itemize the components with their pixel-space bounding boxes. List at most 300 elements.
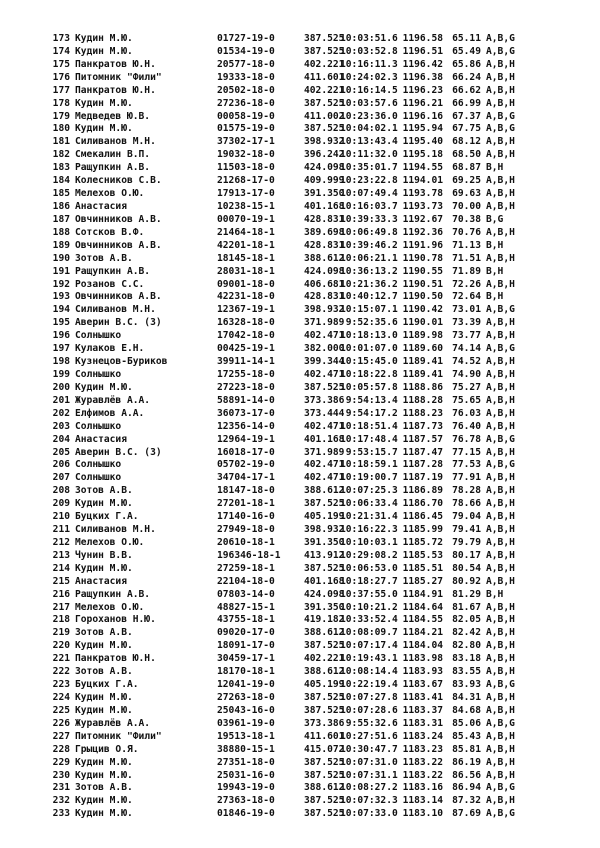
arrival-time: 10:29:08.2 xyxy=(340,549,398,561)
ring-number: 18170-18-1 xyxy=(217,666,275,678)
result-row xyxy=(48,537,538,550)
speed: 1185.72 xyxy=(402,536,443,548)
distance: 387.525 xyxy=(304,795,345,807)
ring-number: 27201-18-1 xyxy=(217,498,275,510)
ring-number: 11503-18-0 xyxy=(217,162,275,174)
categories: А,В,Н xyxy=(486,446,515,458)
owner-name: Ращупкин А.В. xyxy=(75,265,151,277)
categories: В,Н xyxy=(486,291,504,303)
result-row xyxy=(48,162,538,175)
speed: 1189.60 xyxy=(402,343,443,355)
categories: А,В,Н xyxy=(486,614,515,626)
speed: 1188.86 xyxy=(402,381,443,393)
arrival-time: 10:30:47.7 xyxy=(340,743,398,755)
arrival-time: 10:11:32.0 xyxy=(340,149,398,161)
percent: 87.69 xyxy=(452,808,481,820)
owner-name: Смекалин В.П. xyxy=(75,149,151,161)
distance: 387.525 xyxy=(304,45,345,57)
ring-number: 17255-18-0 xyxy=(217,368,275,380)
speed: 1184.21 xyxy=(402,627,443,639)
result-row xyxy=(48,524,538,537)
distance: 387.525 xyxy=(304,704,345,716)
ring-number: 16328-18-0 xyxy=(217,317,275,329)
distance: 424.098 xyxy=(304,162,345,174)
categories: А,В,Н xyxy=(486,795,515,807)
owner-name: Солнышко xyxy=(75,472,122,484)
result-row xyxy=(48,666,538,679)
arrival-time: 10:40:12.7 xyxy=(340,291,398,303)
distance: 402.471 xyxy=(304,459,345,471)
owner-name: Ращупкин А.В. xyxy=(75,162,151,174)
owner-name: Мелехов О.Ю. xyxy=(75,601,145,613)
percent: 66.99 xyxy=(452,97,481,109)
result-row xyxy=(48,757,538,770)
distance: 428.831 xyxy=(304,291,345,303)
speed: 1187.73 xyxy=(402,420,443,432)
place-number: 208 xyxy=(52,485,70,497)
speed: 1188.28 xyxy=(402,394,443,406)
result-row xyxy=(48,304,538,317)
place-number: 219 xyxy=(52,627,70,639)
owner-name: Розанов С.С. xyxy=(75,278,145,290)
arrival-time: 10:24:02.3 xyxy=(340,71,398,83)
categories: А,В,G xyxy=(486,33,515,44)
distance: 373.386 xyxy=(304,717,345,729)
ring-number: 48827-15-1 xyxy=(217,601,275,613)
categories: А,В,Н xyxy=(486,252,515,264)
percent: 68.12 xyxy=(452,136,481,148)
owner-name: Буцких Г.А. xyxy=(75,679,139,691)
arrival-time: 10:01:07.0 xyxy=(340,343,398,355)
ring-number: 12964-19-1 xyxy=(217,433,275,445)
arrival-time: 10:18:13.0 xyxy=(340,330,398,342)
result-row xyxy=(48,511,538,524)
percent: 79.79 xyxy=(452,536,481,548)
categories: А,В,Н xyxy=(486,549,515,561)
ring-number: 39911-14-1 xyxy=(217,356,275,368)
arrival-time: 10:07:31.0 xyxy=(340,756,398,768)
percent: 69.63 xyxy=(452,188,481,200)
place-number: 186 xyxy=(52,200,70,212)
arrival-time: 10:03:52.8 xyxy=(340,45,398,57)
percent: 77.53 xyxy=(452,459,481,471)
result-row xyxy=(48,175,538,188)
place-number: 213 xyxy=(52,549,70,561)
result-row xyxy=(48,705,538,718)
ring-number: 19513-18-1 xyxy=(217,730,275,742)
arrival-time: 9:52:35.6 xyxy=(340,317,398,329)
arrival-time: 10:10:21.2 xyxy=(340,601,398,613)
ring-number: 20610-18-1 xyxy=(217,536,275,548)
percent: 66.24 xyxy=(452,71,481,83)
ring-number: 196346-18-1 xyxy=(217,549,281,561)
percent: 75.27 xyxy=(452,381,481,393)
speed: 1183.98 xyxy=(402,653,443,665)
result-row xyxy=(48,356,538,369)
speed: 1187.47 xyxy=(402,446,443,458)
percent: 87.32 xyxy=(452,795,481,807)
speed: 1188.23 xyxy=(402,407,443,419)
arrival-time: 10:07:49.4 xyxy=(340,188,398,200)
ring-number: 21464-18-1 xyxy=(217,226,275,238)
speed: 1184.91 xyxy=(402,588,443,600)
owner-name: Кулаков Е.Н. xyxy=(75,343,145,355)
owner-name: Чунин В.В. xyxy=(75,549,133,561)
speed: 1183.10 xyxy=(402,808,443,820)
place-number: 209 xyxy=(52,498,70,510)
owner-name: Кудин М.Ю. xyxy=(75,123,133,135)
arrival-time: 10:03:51.6 xyxy=(340,33,398,44)
place-number: 187 xyxy=(52,213,70,225)
ring-number: 34704-17-1 xyxy=(217,472,275,484)
percent: 68.50 xyxy=(452,149,481,161)
arrival-time: 10:07:25.3 xyxy=(340,485,398,497)
distance: 373.444 xyxy=(304,407,345,419)
categories: А,В,G xyxy=(486,343,515,355)
percent: 75.65 xyxy=(452,394,481,406)
arrival-time: 10:36:13.2 xyxy=(340,265,398,277)
distance: 411.601 xyxy=(304,71,345,83)
arrival-time: 10:15:45.0 xyxy=(340,356,398,368)
place-number: 220 xyxy=(52,640,70,652)
place-number: 216 xyxy=(52,588,70,600)
ring-number: 30459-17-1 xyxy=(217,653,275,665)
distance: 387.525 xyxy=(304,769,345,781)
result-row xyxy=(48,46,538,59)
distance: 402.221 xyxy=(304,84,345,96)
place-number: 192 xyxy=(52,278,70,290)
distance: 388.612 xyxy=(304,666,345,678)
distance: 401.168 xyxy=(304,200,345,212)
owner-name: Журавлёв А.А. xyxy=(75,717,151,729)
owner-name: Питомник "Фили" xyxy=(75,71,162,83)
ring-number: 00425-19-1 xyxy=(217,343,275,355)
distance: 424.098 xyxy=(304,588,345,600)
ring-number: 03961-19-0 xyxy=(217,717,275,729)
speed: 1190.50 xyxy=(402,291,443,303)
owner-name: Кудин М.Ю. xyxy=(75,33,133,44)
distance: 401.168 xyxy=(304,575,345,587)
place-number: 205 xyxy=(52,446,70,458)
percent: 73.01 xyxy=(452,304,481,316)
result-row xyxy=(48,149,538,162)
ring-number: 36073-17-0 xyxy=(217,407,275,419)
owner-name: Кудин М.Ю. xyxy=(75,795,133,807)
arrival-time: 10:18:22.8 xyxy=(340,368,398,380)
arrival-time: 10:16:03.7 xyxy=(340,200,398,212)
percent: 83.93 xyxy=(452,679,481,691)
result-row xyxy=(48,447,538,460)
categories: А,В,G xyxy=(486,459,515,471)
arrival-time: 10:23:22.8 xyxy=(340,175,398,187)
place-number: 228 xyxy=(52,743,70,755)
percent: 78.28 xyxy=(452,485,481,497)
place-number: 191 xyxy=(52,265,70,277)
distance: 389.698 xyxy=(304,226,345,238)
distance: 373.386 xyxy=(304,394,345,406)
owner-name: Кудин М.Ю. xyxy=(75,692,133,704)
distance: 411.601 xyxy=(304,730,345,742)
speed: 1195.40 xyxy=(402,136,443,148)
categories: А,В,Н xyxy=(486,278,515,290)
owner-name: Зотов А.В. xyxy=(75,627,133,639)
percent: 69.25 xyxy=(452,175,481,187)
speed: 1183.22 xyxy=(402,769,443,781)
distance: 405.199 xyxy=(304,679,345,691)
percent: 82.42 xyxy=(452,627,481,639)
ring-number: 27949-18-0 xyxy=(217,524,275,536)
categories: А,В,Н xyxy=(486,575,515,587)
result-row xyxy=(48,382,538,395)
owner-name: Аверин В.С. (3) xyxy=(75,446,162,458)
result-row xyxy=(48,731,538,744)
distance: 402.471 xyxy=(304,472,345,484)
place-number: 184 xyxy=(52,175,70,187)
place-number: 201 xyxy=(52,394,70,406)
categories: А,В,Н xyxy=(486,188,515,200)
categories: А,В,Н xyxy=(486,226,515,238)
distance: 402.221 xyxy=(304,58,345,70)
place-number: 223 xyxy=(52,679,70,691)
arrival-time: 10:23:36.0 xyxy=(340,110,398,122)
percent: 84.68 xyxy=(452,704,481,716)
place-number: 212 xyxy=(52,536,70,548)
percent: 77.15 xyxy=(452,446,481,458)
percent: 83.18 xyxy=(452,653,481,665)
arrival-time: 10:33:52.4 xyxy=(340,614,398,626)
percent: 76.40 xyxy=(452,420,481,432)
arrival-time: 10:07:17.4 xyxy=(340,640,398,652)
speed: 1196.51 xyxy=(402,45,443,57)
place-number: 175 xyxy=(52,58,70,70)
categories: А,В,Н xyxy=(486,71,515,83)
owner-name: Кузнецов-Буриков xyxy=(75,356,168,368)
ring-number: 10238-15-1 xyxy=(217,200,275,212)
categories: А,В,Н xyxy=(486,58,515,70)
ring-number: 19333-18-0 xyxy=(217,71,275,83)
place-number: 202 xyxy=(52,407,70,419)
arrival-time: 10:03:57.6 xyxy=(340,97,398,109)
categories: А,В,Н xyxy=(486,407,515,419)
arrival-time: 10:18:59.1 xyxy=(340,459,398,471)
categories: А,В,Н xyxy=(486,666,515,678)
place-number: 221 xyxy=(52,653,70,665)
percent: 70.38 xyxy=(452,213,481,225)
ring-number: 20577-18-0 xyxy=(217,58,275,70)
result-row xyxy=(48,188,538,201)
arrival-time: 10:07:27.8 xyxy=(340,692,398,704)
result-row xyxy=(48,459,538,472)
owner-name: Колесников С.В. xyxy=(75,175,162,187)
arrival-time: 10:27:51.6 xyxy=(340,730,398,742)
place-number: 174 xyxy=(52,45,70,57)
place-number: 232 xyxy=(52,795,70,807)
ring-number: 17913-17-0 xyxy=(217,188,275,200)
distance: 398.932 xyxy=(304,304,345,316)
categories: А,В,Н xyxy=(486,653,515,665)
speed: 1196.42 xyxy=(402,58,443,70)
place-number: 178 xyxy=(52,97,70,109)
owner-name: Панкратов Ю.Н. xyxy=(75,58,156,70)
result-row xyxy=(48,317,538,330)
ring-number: 01534-19-0 xyxy=(217,45,275,57)
arrival-time: 10:07:31.1 xyxy=(340,769,398,781)
ring-number: 09001-18-0 xyxy=(217,278,275,290)
speed: 1186.45 xyxy=(402,511,443,523)
result-row xyxy=(48,33,538,46)
speed: 1183.37 xyxy=(402,704,443,716)
place-number: 189 xyxy=(52,239,70,251)
place-number: 227 xyxy=(52,730,70,742)
categories: А,В,Н xyxy=(486,511,515,523)
result-row xyxy=(48,330,538,343)
result-row xyxy=(48,123,538,136)
percent: 72.26 xyxy=(452,278,481,290)
categories: А,В,G xyxy=(486,110,515,122)
speed: 1189.41 xyxy=(402,368,443,380)
percent: 65.11 xyxy=(452,33,481,44)
distance: 424.098 xyxy=(304,265,345,277)
arrival-time: 10:13:43.4 xyxy=(340,136,398,148)
categories: А,В,Н xyxy=(486,536,515,548)
arrival-time: 10:19:43.1 xyxy=(340,653,398,665)
percent: 85.81 xyxy=(452,743,481,755)
percent: 80.92 xyxy=(452,575,481,587)
place-number: 224 xyxy=(52,692,70,704)
result-row xyxy=(48,421,538,434)
result-row xyxy=(48,253,538,266)
speed: 1190.01 xyxy=(402,317,443,329)
categories: А,В,Н xyxy=(486,692,515,704)
categories: А,В,G xyxy=(486,717,515,729)
percent: 85.06 xyxy=(452,717,481,729)
percent: 74.14 xyxy=(452,343,481,355)
percent: 72.64 xyxy=(452,291,481,303)
speed: 1185.99 xyxy=(402,524,443,536)
result-row xyxy=(48,563,538,576)
result-row xyxy=(48,136,538,149)
result-row xyxy=(48,98,538,111)
categories: А,В,Н xyxy=(486,420,515,432)
speed: 1193.78 xyxy=(402,188,443,200)
arrival-time: 10:18:27.7 xyxy=(340,575,398,587)
result-row xyxy=(48,485,538,498)
ring-number: 18147-18-0 xyxy=(217,485,275,497)
speed: 1187.19 xyxy=(402,472,443,484)
percent: 82.80 xyxy=(452,640,481,652)
result-row xyxy=(48,266,538,279)
place-number: 199 xyxy=(52,368,70,380)
result-row xyxy=(48,692,538,705)
ring-number: 12367-19-1 xyxy=(217,304,275,316)
ring-number: 18145-18-1 xyxy=(217,252,275,264)
speed: 1196.16 xyxy=(402,110,443,122)
distance: 411.002 xyxy=(304,110,345,122)
owner-name: Журавлёв А.А. xyxy=(75,394,151,406)
distance: 391.350 xyxy=(304,601,345,613)
owner-name: Кудин М.Ю. xyxy=(75,45,133,57)
speed: 1192.67 xyxy=(402,213,443,225)
distance: 398.932 xyxy=(304,136,345,148)
arrival-time: 10:06:49.8 xyxy=(340,226,398,238)
categories: А,В,Н xyxy=(486,485,515,497)
ring-number: 01575-19-0 xyxy=(217,123,275,135)
owner-name: Силиванов М.Н. xyxy=(75,304,156,316)
categories: А,В,Н xyxy=(486,640,515,652)
place-number: 214 xyxy=(52,562,70,574)
place-number: 211 xyxy=(52,524,70,536)
result-row xyxy=(48,718,538,731)
percent: 74.90 xyxy=(452,368,481,380)
speed: 1195.94 xyxy=(402,123,443,135)
place-number: 193 xyxy=(52,291,70,303)
owner-name: Буцких Г.А. xyxy=(75,511,139,523)
result-row xyxy=(48,782,538,795)
result-row xyxy=(48,227,538,240)
distance: 406.681 xyxy=(304,278,345,290)
ring-number: 27236-18-0 xyxy=(217,97,275,109)
owner-name: Кудин М.Ю. xyxy=(75,808,133,820)
percent: 76.78 xyxy=(452,433,481,445)
speed: 1196.38 xyxy=(402,71,443,83)
categories: А,В,Н xyxy=(486,317,515,329)
ring-number: 16018-17-0 xyxy=(217,446,275,458)
percent: 79.04 xyxy=(452,511,481,523)
owner-name: Кудин М.Ю. xyxy=(75,704,133,716)
percent: 67.37 xyxy=(452,110,481,122)
categories: А,В,Н xyxy=(486,97,515,109)
categories: А,В,G xyxy=(486,45,515,57)
ring-number: 12041-19-0 xyxy=(217,679,275,691)
speed: 1196.23 xyxy=(402,84,443,96)
owner-name: Кудин М.Ю. xyxy=(75,381,133,393)
distance: 401.168 xyxy=(304,433,345,445)
speed: 1183.41 xyxy=(402,692,443,704)
ring-number: 00058-19-0 xyxy=(217,110,275,122)
owner-name: Зотов А.В. xyxy=(75,666,133,678)
arrival-time: 10:35:01.7 xyxy=(340,162,398,174)
arrival-time: 10:08:09.7 xyxy=(340,627,398,639)
distance: 428.831 xyxy=(304,239,345,251)
arrival-time: 10:37:55.0 xyxy=(340,588,398,600)
percent: 80.17 xyxy=(452,549,481,561)
distance: 387.525 xyxy=(304,640,345,652)
arrival-time: 10:39:33.3 xyxy=(340,213,398,225)
arrival-time: 10:07:33.0 xyxy=(340,808,398,820)
speed: 1183.22 xyxy=(402,756,443,768)
owner-name: Солнышко xyxy=(75,368,122,380)
ring-number: 20502-18-0 xyxy=(217,84,275,96)
percent: 86.94 xyxy=(452,782,481,794)
categories: В,Н xyxy=(486,239,504,251)
percent: 79.41 xyxy=(452,524,481,536)
categories: А,В,G xyxy=(486,304,515,316)
place-number: 179 xyxy=(52,110,70,122)
ring-number: 58891-14-0 xyxy=(217,394,275,406)
categories: А,В,Н xyxy=(486,84,515,96)
distance: 387.525 xyxy=(304,692,345,704)
owner-name: Сотсков В.Ф. xyxy=(75,226,145,238)
speed: 1190.51 xyxy=(402,278,443,290)
ring-number: 27351-18-0 xyxy=(217,756,275,768)
categories: А,В,Н xyxy=(486,756,515,768)
place-number: 176 xyxy=(52,71,70,83)
place-number: 196 xyxy=(52,330,70,342)
owner-name: Кудин М.Ю. xyxy=(75,756,133,768)
distance: 387.525 xyxy=(304,562,345,574)
owner-name: Овчинников А.В. xyxy=(75,213,162,225)
ring-number: 27223-18-0 xyxy=(217,381,275,393)
